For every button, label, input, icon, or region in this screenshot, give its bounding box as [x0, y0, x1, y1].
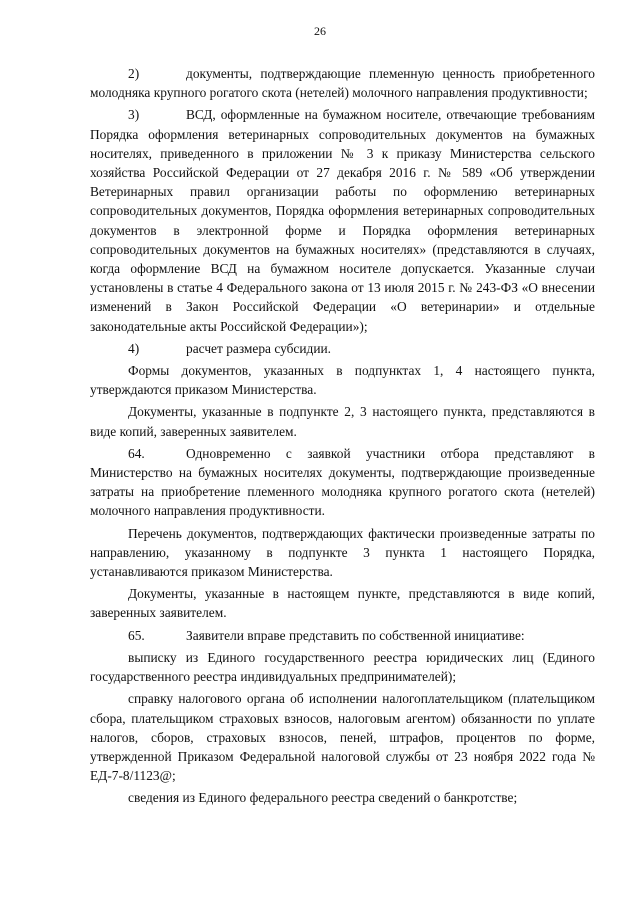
paragraph-copies-clause [90, 584, 595, 622]
paragraph-text: Документы, указанные в настоящем пункте, представляются в виде копий, заверенных заявителем. [90, 586, 595, 621]
clause-number: 64. [128, 445, 145, 461]
paragraph-text: Формы документов, указанных в подпунктах 1, 4 настоящего пункта, утверждаются приказом Министерства. [90, 363, 595, 398]
paragraph-text: ВСД, оформленные на бумажном носителе, отвечающие требованиям Порядка оформления ветеринарных сопроводительных документов на бумажных носителях, приведенного в приложении № 3 к приказу Министерства сельского хозяйства Российской Федерации от 27 декабря 2016 г. № 589 «Об утверждении Ветеринарных правил организации работы по оформлению ветеринарных сопроводительных документов, Порядка оформления ветеринарных сопроводительных документов в электронной форме и Порядка оформления ветеринарных сопроводительных документов на бумажных носителях» (представляются в случаях, когда оформление ВСД на бумажном носителе допускается. Указанные случаи установлены в статье 4 Федерального закона от 13 июля 2015 г. № 243-ФЗ «О внесении изменений в Закон Российской Федерации «О ветеринарии» и отдельные законодательные акты Российской Федерации»); [90, 107, 595, 334]
paragraph-tax-certificate [90, 689, 595, 785]
paragraph-clause-65 [90, 626, 595, 645]
paragraph-item-2 [90, 64, 595, 102]
page-number: 26 [314, 24, 326, 38]
paragraph-text: расчет размера субсидии. [186, 340, 332, 356]
paragraph-bankruptcy [90, 788, 595, 807]
paragraph-list-of-documents [90, 524, 595, 582]
clause-number: 65. [128, 627, 145, 643]
item-number: 3) [128, 107, 140, 123]
paragraph-extract [90, 648, 595, 686]
paragraph-text: справку налогового органа об исполнении налогоплательщиком (плательщиком сбора, плательщиком страховых взносов, налоговым агентом) обязанности по уплате налогов, сборов, страховых взносов, пеней, штрафов, процентов по форме, утвержденной Приказом Федеральной налоговой службы от 23 ноября 2022 года № ЕД-7-8/1123@; [90, 691, 595, 784]
paragraph-text: документы, подтверждающие племенную ценность приобретенного молодняка крупного рогатого скота (нетелей) молочного направления продуктивности; [90, 66, 595, 101]
paragraph-copies [90, 402, 595, 440]
paragraph-item-4 [90, 339, 595, 358]
paragraph-text: выписку из Единого государственного реестра юридических лиц (Единого государственного реестра индивидуальных предпринимателей); [90, 649, 595, 685]
paragraph-forms [90, 361, 595, 399]
paragraph-text: Документы, указанные в подпункте 2, 3 настоящего пункта, представляются в виде копий, заверенных заявителем. [90, 404, 595, 439]
paragraph-text: сведения из Единого федерального реестра сведений о банкротстве; [128, 790, 518, 806]
item-number: 2) [128, 66, 140, 81]
paragraph-text: Заявители вправе представить по собственной инициативе: [186, 627, 525, 643]
item-number: 4) [128, 340, 140, 356]
paragraph-text: Перечень документов, подтверждающих фактически произведенные затраты по направлению, указанному в подпункте 3 пункта 1 настоящего Порядка, устанавливаются приказом Министерства. [90, 525, 595, 580]
document-body [90, 64, 595, 808]
paragraph-item-3 [90, 105, 595, 335]
paragraph-clause-64 [90, 444, 595, 521]
paragraph-text: Одновременно с заявкой участники отбора представляют в Министерство на бумажных носителях документы, подтверждающие произведенные затраты на приобретение племенного молодняка крупного рогатого скота (нетелей) молочного направления продуктивности. [90, 445, 595, 519]
